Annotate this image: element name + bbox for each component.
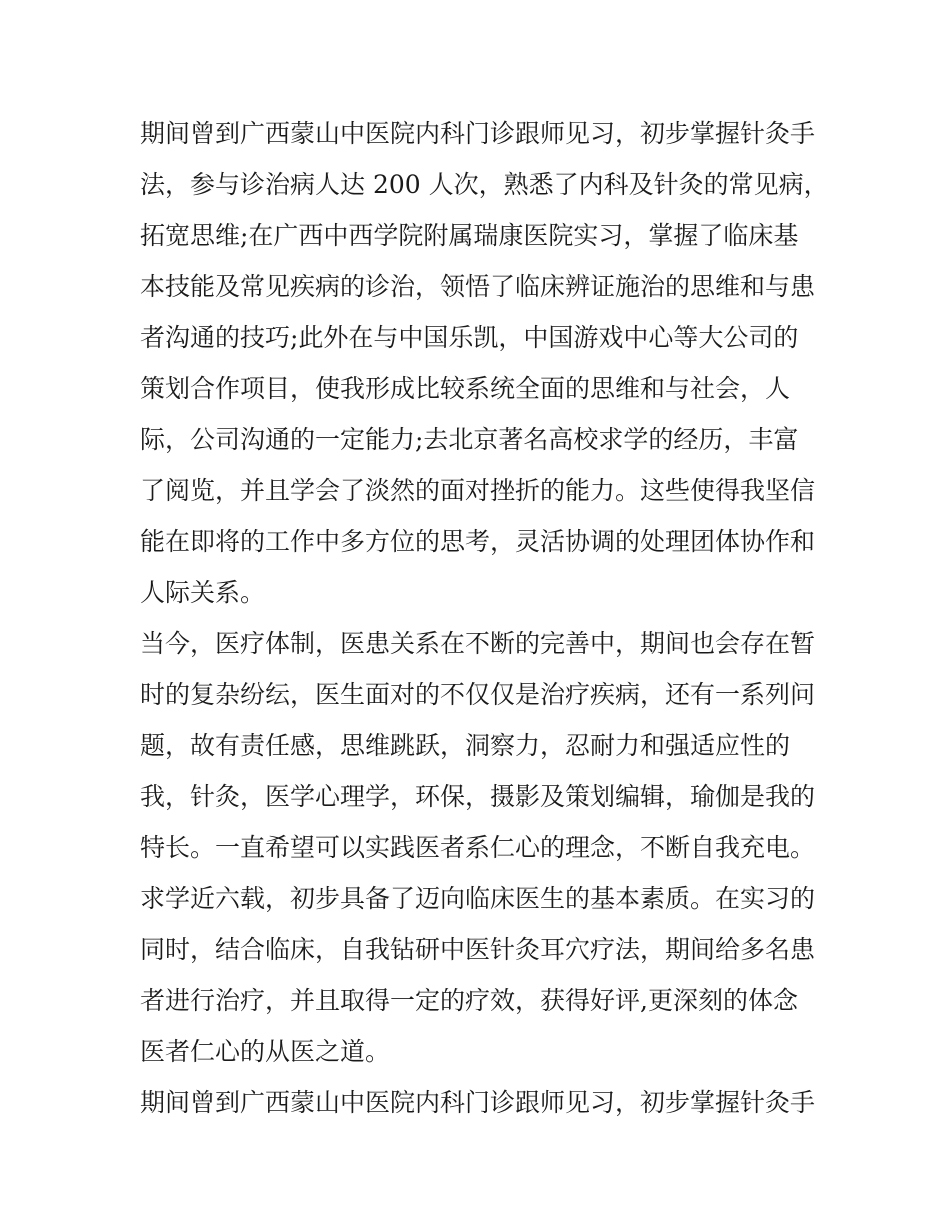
text-line: 特长。一直希望可以实践医者系仁心的理念，不断自我充电。 (140, 833, 816, 862)
text-line: 同时，结合临床，自我钻研中医针灸耳穴疗法，期间给多名患 (140, 935, 816, 964)
text-line: 能在即将的工作中多方位的思考，灵活协调的处理团体协作和 (140, 527, 816, 556)
paragraph-3 (140, 873, 820, 1077)
text-line: 际，公司沟通的一定能力;去北京著名高校求学的经历，丰富 (140, 425, 799, 454)
text-line: 期间曾到广西蒙山中医院内科门诊跟师见习，初步掌握针灸手 (140, 1088, 816, 1117)
paragraph-1 (140, 108, 829, 618)
text-line: 人际关系。 (140, 578, 266, 607)
text-line: 我，针灸，医学心理学，环保，摄影及策划编辑，瑜伽是我的 (140, 782, 816, 811)
text-line: 拓宽思维;在广西中西学院附属瑞康医院实习，掌握了临床基 (140, 221, 799, 250)
text-line: 者沟通的技巧;此外在与中国乐凯，中国游戏中心等大公司的 (140, 323, 799, 352)
text-line: 求学近六载，初步具备了迈向临床医生的基本素质。在实习的 (140, 884, 816, 913)
text-line: 法，参与诊治病人达 200 人次，熟悉了内科及针灸的常见病， (140, 170, 829, 199)
text-line: 当今，医疗体制，医患关系在不断的完善中，期间也会存在暂 (140, 629, 816, 658)
text-line: 策划合作项目，使我形成比较系统全面的思维和与社会，人 (140, 374, 791, 403)
text-line: 题，故有责任感，思维跳跃，洞察力，忍耐力和强适应性的 (140, 731, 791, 760)
text-line: 本技能及常见疾病的诊治，领悟了临床辨证施治的思维和与患 (140, 272, 816, 301)
document-body (140, 108, 829, 1128)
paragraph-4 (140, 1077, 820, 1128)
text-line: 时的复杂纷纭，医生面对的不仅仅是治疗疾病，还有一系列问 (140, 680, 816, 709)
text-line: 者进行治疗，并且取得一定的疗效，获得好评,更深刻的体念 (140, 986, 798, 1015)
text-line: 期间曾到广西蒙山中医院内科门诊跟师见习，初步掌握针灸手 (140, 119, 816, 148)
paragraph-2 (140, 618, 820, 873)
text-line: 医者仁心的从医之道。 (140, 1037, 391, 1066)
text-line: 了阅览，并且学会了淡然的面对挫折的能力。这些使得我坚信 (140, 476, 816, 505)
